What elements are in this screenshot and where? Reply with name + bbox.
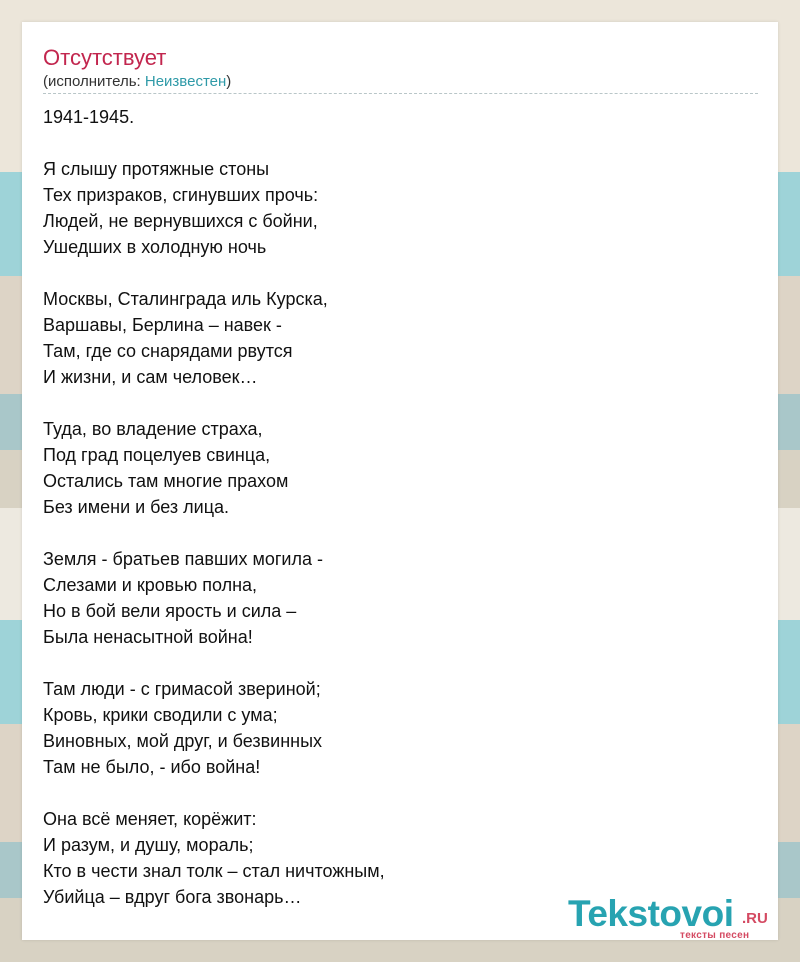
lyrics-stanza (43, 156, 385, 260)
lyrics-stanza (43, 806, 385, 910)
logo-tagline: тексты песен (680, 930, 750, 941)
lyrics-line: Она всё меняет, корёжит: (43, 809, 257, 829)
lyrics-line: Людей, не вернувшихся с бойни, (43, 211, 318, 231)
lyrics-line: Там, где со снарядами рвутся (43, 341, 293, 361)
lyrics-line: Туда, во владение страха, (43, 419, 263, 439)
lyrics-line: И жизни, и сам человек… (43, 367, 258, 387)
song-title: Отсутствует (43, 45, 167, 70)
lyrics-stanza (43, 676, 385, 780)
lyrics-stanza (43, 286, 385, 390)
lyrics-line: Остались там многие прахом (43, 471, 289, 491)
lyrics-line: Земля - братьев павших могила - (43, 549, 323, 569)
lyrics-line: Ушедших в холодную ночь (43, 237, 267, 257)
lyrics-line: Была ненасытной война! (43, 627, 253, 647)
lyrics-line: Виновных, мой друг, и безвинных (43, 731, 323, 751)
performer-link[interactable]: Неизвестен (144, 73, 227, 90)
lyrics-line: Я слышу протяжные стоны (43, 159, 270, 179)
performer-prefix: (исполнитель: (43, 73, 145, 90)
lyrics-line: Тех призраков, сгинувших прочь: (43, 185, 319, 205)
lyrics-line: Слезами и кровью полна, (43, 575, 258, 595)
lyrics-line: Под град поцелуев свинца, (43, 445, 271, 465)
lyrics-line: Кровь, крики сводили с ума; (43, 705, 278, 725)
lyrics-line: 1941-1945. (43, 107, 135, 127)
header-divider (43, 93, 758, 94)
lyrics-line: Варшавы, Берлина – навек - (43, 315, 282, 335)
lyrics-line: Москвы, Сталинграда иль Курска, (43, 289, 328, 309)
lyrics-stanza (43, 546, 385, 650)
lyrics-line: Без имени и без лица. (43, 497, 230, 517)
logo-wordmark: Tekstovoi (568, 893, 734, 934)
lyrics-line: Кто в чести знал толк – стал ничтожным, (43, 861, 385, 881)
performer-line (43, 72, 231, 92)
lyrics-line: И разум, и душу, мораль; (43, 835, 254, 855)
lyrics-stanza (43, 416, 385, 520)
lyrics-line: Убийца – вдруг бога звонарь… (43, 887, 302, 907)
site-logo[interactable] (568, 894, 778, 940)
lyrics-line: Там люди - с гримасой звериной; (43, 679, 321, 699)
lyrics-card (22, 22, 778, 940)
lyrics-line: Но в бой вели ярость и сила – (43, 601, 297, 621)
lyrics-text (43, 104, 385, 936)
performer-suffix: ) (226, 73, 232, 90)
lyrics-stanza (43, 104, 385, 130)
logo-domain: .RU (742, 910, 768, 927)
lyrics-line: Там не было, - ибо война! (43, 757, 261, 777)
